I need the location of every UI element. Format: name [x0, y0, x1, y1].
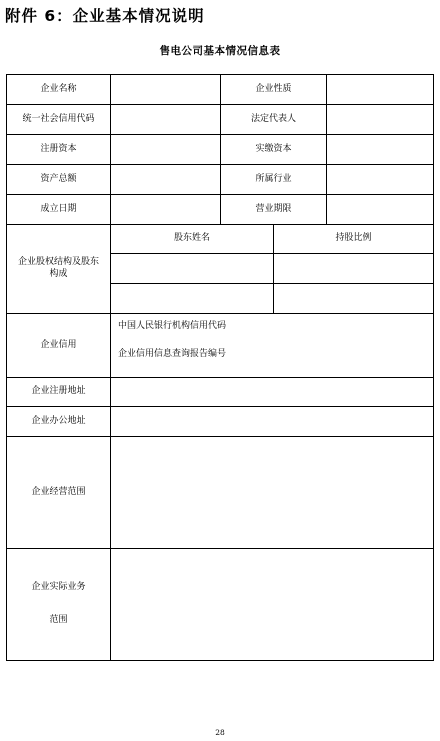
table-row	[7, 135, 434, 165]
credit-label: 企业信用	[7, 314, 111, 378]
table-title: 售电公司基本情况信息表	[159, 45, 281, 57]
registered-capital-value[interactable]	[111, 135, 221, 165]
actual-scope-value[interactable]	[111, 549, 434, 661]
company-info-table	[6, 74, 434, 661]
credit-value[interactable]	[111, 314, 434, 378]
company-name-value[interactable]	[111, 75, 221, 105]
shareholder-name-cell[interactable]	[111, 254, 274, 284]
table-row	[7, 407, 434, 437]
industry-value[interactable]	[327, 165, 434, 195]
attachment-heading: 附件 6：企业基本情况说明	[5, 7, 205, 25]
table-row	[7, 549, 434, 661]
registered-address-label: 企业注册地址	[7, 378, 111, 407]
actual-scope-label	[7, 549, 111, 661]
actual-scope-line-2: 范围	[49, 615, 68, 625]
table-row	[7, 105, 434, 135]
credit-code-value[interactable]	[111, 105, 221, 135]
share-ratio-header: 持股比例	[274, 225, 434, 254]
established-value[interactable]	[111, 195, 221, 225]
office-address-value[interactable]	[111, 407, 434, 437]
total-assets-label: 资产总额	[7, 165, 111, 195]
company-nature-value[interactable]	[327, 75, 434, 105]
established-label: 成立日期	[7, 195, 111, 225]
business-term-value[interactable]	[327, 195, 434, 225]
page-number: 28	[215, 728, 225, 737]
legal-rep-value[interactable]	[327, 105, 434, 135]
office-address-label: 企业办公地址	[7, 407, 111, 437]
table-row	[7, 437, 434, 549]
share-ratio-cell[interactable]	[274, 254, 434, 284]
table-row	[7, 225, 434, 254]
equity-structure-label: 企业股权结构及股东构成	[7, 225, 111, 314]
business-term-label: 营业期限	[221, 195, 327, 225]
table-row	[7, 378, 434, 407]
table-row	[7, 195, 434, 225]
registered-address-value[interactable]	[111, 378, 434, 407]
credit-report-label: 企业信用信息查询报告编号	[118, 349, 227, 359]
shareholder-name-header: 股东姓名	[111, 225, 274, 254]
registered-capital-label: 注册资本	[7, 135, 111, 165]
business-scope-label: 企业经营范围	[7, 437, 111, 549]
table-row	[7, 165, 434, 195]
paid-capital-label: 实缴资本	[221, 135, 327, 165]
company-name-label: 企业名称	[7, 75, 111, 105]
total-assets-value[interactable]	[111, 165, 221, 195]
paid-capital-value[interactable]	[327, 135, 434, 165]
table-row	[7, 75, 434, 105]
credit-code-label: 统一社会信用代码	[7, 105, 111, 135]
industry-label: 所属行业	[221, 165, 327, 195]
legal-rep-label: 法定代表人	[221, 105, 327, 135]
table-row	[7, 314, 434, 378]
actual-scope-line-1: 企业实际业务	[31, 582, 86, 593]
shareholder-name-cell[interactable]	[111, 284, 274, 314]
company-nature-label: 企业性质	[221, 75, 327, 105]
pboc-code-label: 中国人民银行机构信用代码	[118, 321, 227, 331]
share-ratio-cell[interactable]	[274, 284, 434, 314]
business-scope-value[interactable]	[111, 437, 434, 549]
